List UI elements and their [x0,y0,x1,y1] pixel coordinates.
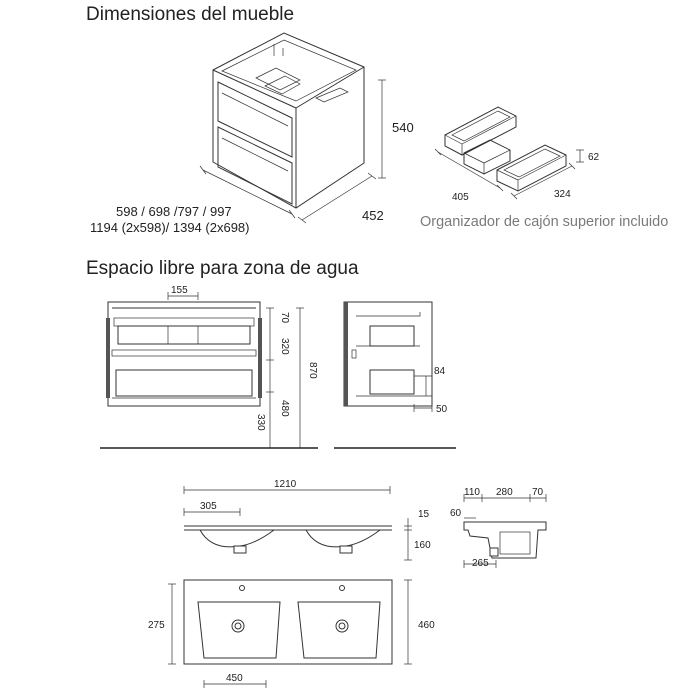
organizer-width-label: 405 [452,192,469,203]
side-110-label: 110 [464,487,480,498]
basin-rim-label: 15 [418,509,430,520]
basin-height-label: 160 [414,540,431,551]
cabinet-depth-label: 452 [362,208,384,223]
basin-side-section [464,494,546,568]
cabinet-widths-line1: 598 / 698 /797 / 997 [116,204,232,219]
side-70-label: 70 [532,487,544,498]
furniture-dimensions-title: Dimensiones del mueble [86,4,295,25]
plan-275-label: 275 [148,620,165,631]
dim-330-label: 330 [255,414,266,431]
dim-870-label: 870 [307,362,318,379]
organizer-included-note: Organizador de cajón superior incluido [420,214,669,230]
plan-depth-label: 460 [418,620,435,631]
dim-70-label: 70 [279,312,290,324]
cabinet-isometric [200,33,386,223]
basin-plan-view [168,580,412,688]
cabinet-height-label: 540 [392,120,414,135]
dim-50-label: 50 [436,404,448,415]
side-265-label: 265 [472,558,489,569]
side-60-label: 60 [450,508,462,519]
basin-bowl-offset-label: 305 [200,501,217,512]
basin-total-width-label: 1210 [274,479,297,490]
free-space-title: Espacio libre para zona de agua [86,258,359,279]
dim-480-label: 480 [279,400,290,417]
dim-84-label: 84 [434,366,446,377]
basin-front-elevation [184,486,412,560]
organizer-depth-label: 324 [554,189,571,200]
top-gap-label: 155 [171,285,188,296]
plan-450-label: 450 [226,673,243,684]
cabinet-widths-line2: 1194 (2x598)/ 1394 (2x698) [90,220,250,235]
dim-320-label: 320 [279,338,290,355]
organizer-height-label: 62 [588,152,600,163]
side-280-label: 280 [496,487,513,498]
drawer-organizer [435,107,584,199]
